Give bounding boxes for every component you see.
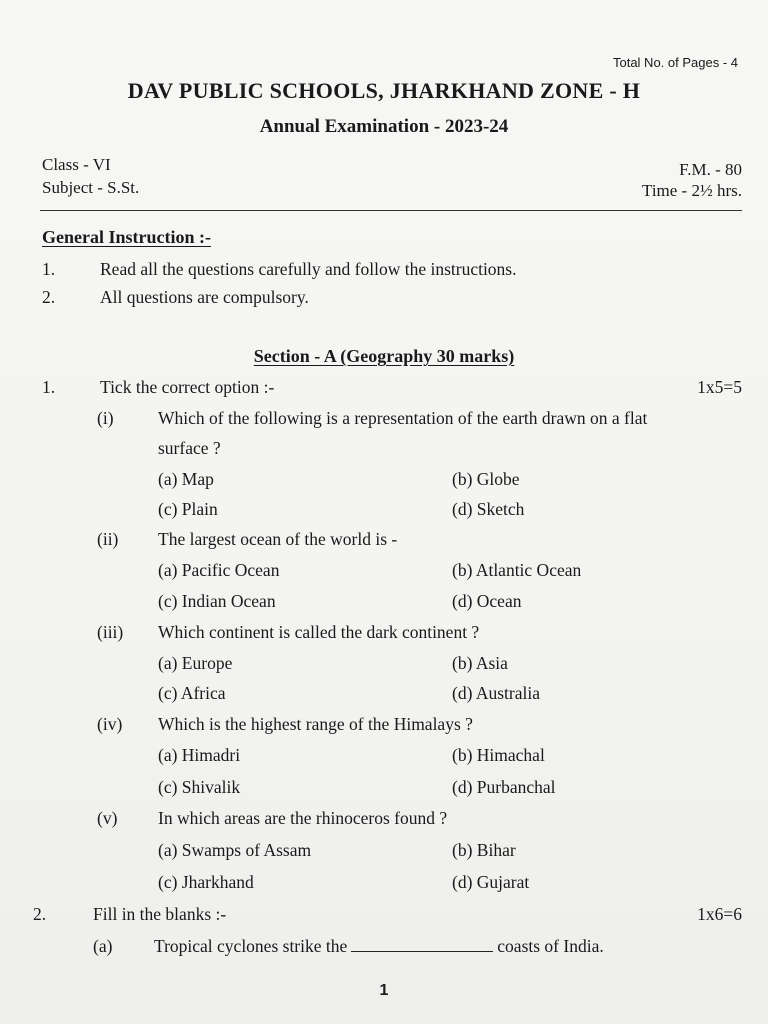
option: (d) Purbanchal xyxy=(452,777,556,797)
subquestion-text: Which of the following is a representation of the earth drawn on a flat xyxy=(158,408,648,428)
section-heading-text: Section - A (Geography 30 marks) xyxy=(253,346,515,366)
option: (b) Atlantic Ocean xyxy=(452,560,582,580)
answer-blank xyxy=(351,939,493,952)
subquestion-number: (ii) xyxy=(97,529,119,549)
subquestion-text: In which areas are the rhinoceros found ? xyxy=(158,808,448,828)
fill-blank-line xyxy=(154,936,604,957)
class-label: Class - VI xyxy=(42,155,111,174)
option: (c) Africa xyxy=(158,683,226,703)
option: (d) Australia xyxy=(452,683,540,703)
subquestion-text: The largest ocean of the world is - xyxy=(158,529,398,549)
fill-blank-text-after: coasts of India. xyxy=(497,936,604,956)
subquestion-number: (iii) xyxy=(97,622,124,642)
option: (c) Plain xyxy=(158,499,218,519)
subquestion-text: Which is the highest range of the Himalays ? xyxy=(158,714,473,734)
option: (b) Bihar xyxy=(452,840,516,860)
page-number: 1 xyxy=(379,982,389,999)
instruction-text: All questions are compulsory. xyxy=(100,287,309,307)
question-marks: 1x6=6 xyxy=(697,904,742,924)
option: (c) Shivalik xyxy=(158,777,241,797)
option: (a) Map xyxy=(158,469,214,489)
question-marks: 1x5=5 xyxy=(697,377,742,397)
subquestion-number: (v) xyxy=(97,808,118,828)
instructions-heading: General Instruction :- xyxy=(42,227,211,247)
option: (a) Swamps of Assam xyxy=(158,840,312,860)
instruction-number: 2. xyxy=(42,287,56,307)
subquestion-text: Which continent is called the dark continent ? xyxy=(158,622,480,642)
section-heading xyxy=(0,346,768,367)
option: (b) Asia xyxy=(452,653,508,673)
option: (a) Himadri xyxy=(158,745,241,765)
option: (a) Pacific Ocean xyxy=(158,560,280,580)
option: (a) Europe xyxy=(158,653,233,673)
fill-blank-text-before: Tropical cyclones strike the xyxy=(154,936,348,956)
subject-label: Subject - S.St. xyxy=(42,178,140,197)
exam-title: Annual Examination - 2023-24 xyxy=(259,116,509,137)
instruction-text: Read all the questions carefully and follow the instructions. xyxy=(100,259,517,279)
time-allowed: Time - 2½ hrs. xyxy=(642,181,742,200)
subquestion-number: (a) xyxy=(93,936,113,956)
header-divider xyxy=(40,210,742,211)
option: (d) Ocean xyxy=(452,591,522,611)
option: (c) Indian Ocean xyxy=(158,591,276,611)
school-title: DAV PUBLIC SCHOOLS, JHARKHAND ZONE - H xyxy=(127,78,641,103)
subquestion-number: (i) xyxy=(97,408,114,428)
question-text: Fill in the blanks :- xyxy=(93,904,227,924)
option: (d) Gujarat xyxy=(452,872,530,892)
option: (d) Sketch xyxy=(452,499,525,519)
option: (b) Himachal xyxy=(452,745,545,765)
subquestion-number: (iv) xyxy=(97,714,123,734)
full-marks: F.M. - 80 xyxy=(679,160,742,179)
option: (b) Globe xyxy=(452,469,520,489)
option: (c) Jharkhand xyxy=(158,872,254,892)
question-text: Tick the correct option :- xyxy=(100,377,275,397)
subquestion-text-cont: surface ? xyxy=(158,438,221,458)
question-number: 1. xyxy=(42,377,56,397)
instruction-number: 1. xyxy=(42,259,56,279)
total-pages: Total No. of Pages - 4 xyxy=(612,55,738,70)
question-number: 2. xyxy=(33,904,47,924)
